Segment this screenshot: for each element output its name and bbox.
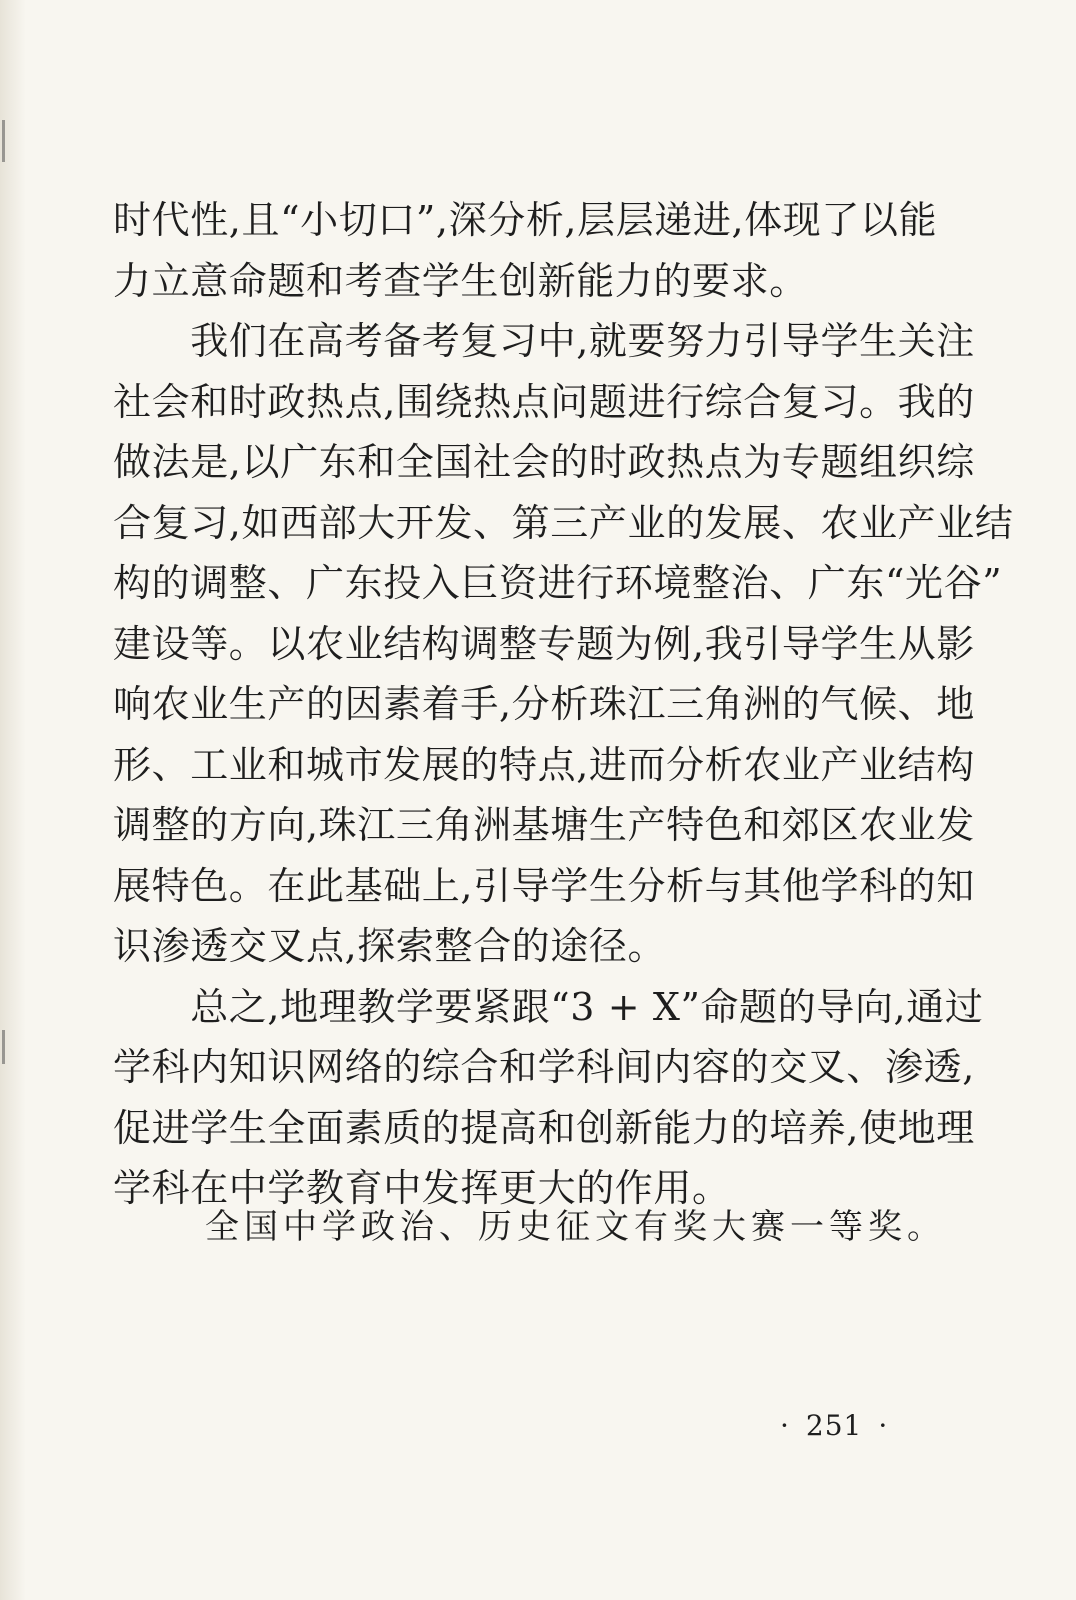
page-number-dot-left: · — [780, 1409, 790, 1442]
text-line-9: 响农业生产的因素着手,分析珠江三角洲的气候、地 — [113, 682, 975, 726]
page-number-footer — [774, 1406, 894, 1446]
text-line-12: 展特色。在此基础上,引导学生分析与其他学科的知 — [113, 863, 975, 908]
text-line-8: 建设等。以农业结构调整专题为例,我引导学生从影 — [113, 621, 975, 666]
text-line-4: 社会和时政热点,围绕热点问题进行综合复习。我的 — [113, 379, 975, 424]
text-line-14: 总之,地理教学要紧跟“3 + X”命题的导向,通过 — [113, 984, 984, 1029]
page-number-dot-right: · — [878, 1409, 889, 1442]
text-line-13: 识渗透交叉点,探索整合的途径。 — [113, 924, 667, 968]
text-line-2: 力立意命题和考查学生创新能力的要求。 — [113, 258, 808, 303]
scan-mark-top — [2, 120, 5, 162]
award-caption: 全国中学政治、历史征文有奖大赛一等奖。 — [205, 1207, 946, 1247]
text-line-11: 调整的方向,珠江三角洲基塘生产特色和郊区农业发 — [113, 803, 975, 847]
text-line-15: 学科内知识网络的综合和学科间内容的交叉、渗透, — [113, 1045, 975, 1089]
text-line-6: 合复习,如西部大开发、第三产业的发展、农业产业结 — [113, 500, 1014, 545]
text-line-16: 促进学生全面素质的提高和创新能力的培养,使地理 — [113, 1105, 975, 1150]
text-line-3: 我们在高考备考复习中,就要努力引导学生关注 — [113, 319, 975, 363]
text-line-1: 时代性,且“小切口”,深分析,层层递进,体现了以能 — [113, 198, 938, 242]
text-line-5: 做法是,以广东和全国社会的时政热点为专题组织综 — [113, 440, 975, 484]
scan-mark-middle — [2, 1030, 5, 1064]
page-number: 251 — [805, 1409, 863, 1442]
text-line-10: 形、工业和城市发展的特点,进而分析农业产业结构 — [113, 742, 975, 787]
text-line-17: 学科在中学教育中发挥更大的作用。 — [113, 1166, 731, 1210]
text-line-7: 构的调整、广东投入巨资进行环境整治、广东“光谷” — [113, 561, 1003, 605]
body-text — [113, 190, 1014, 1219]
scan-edge-shadow — [0, 0, 26, 1600]
